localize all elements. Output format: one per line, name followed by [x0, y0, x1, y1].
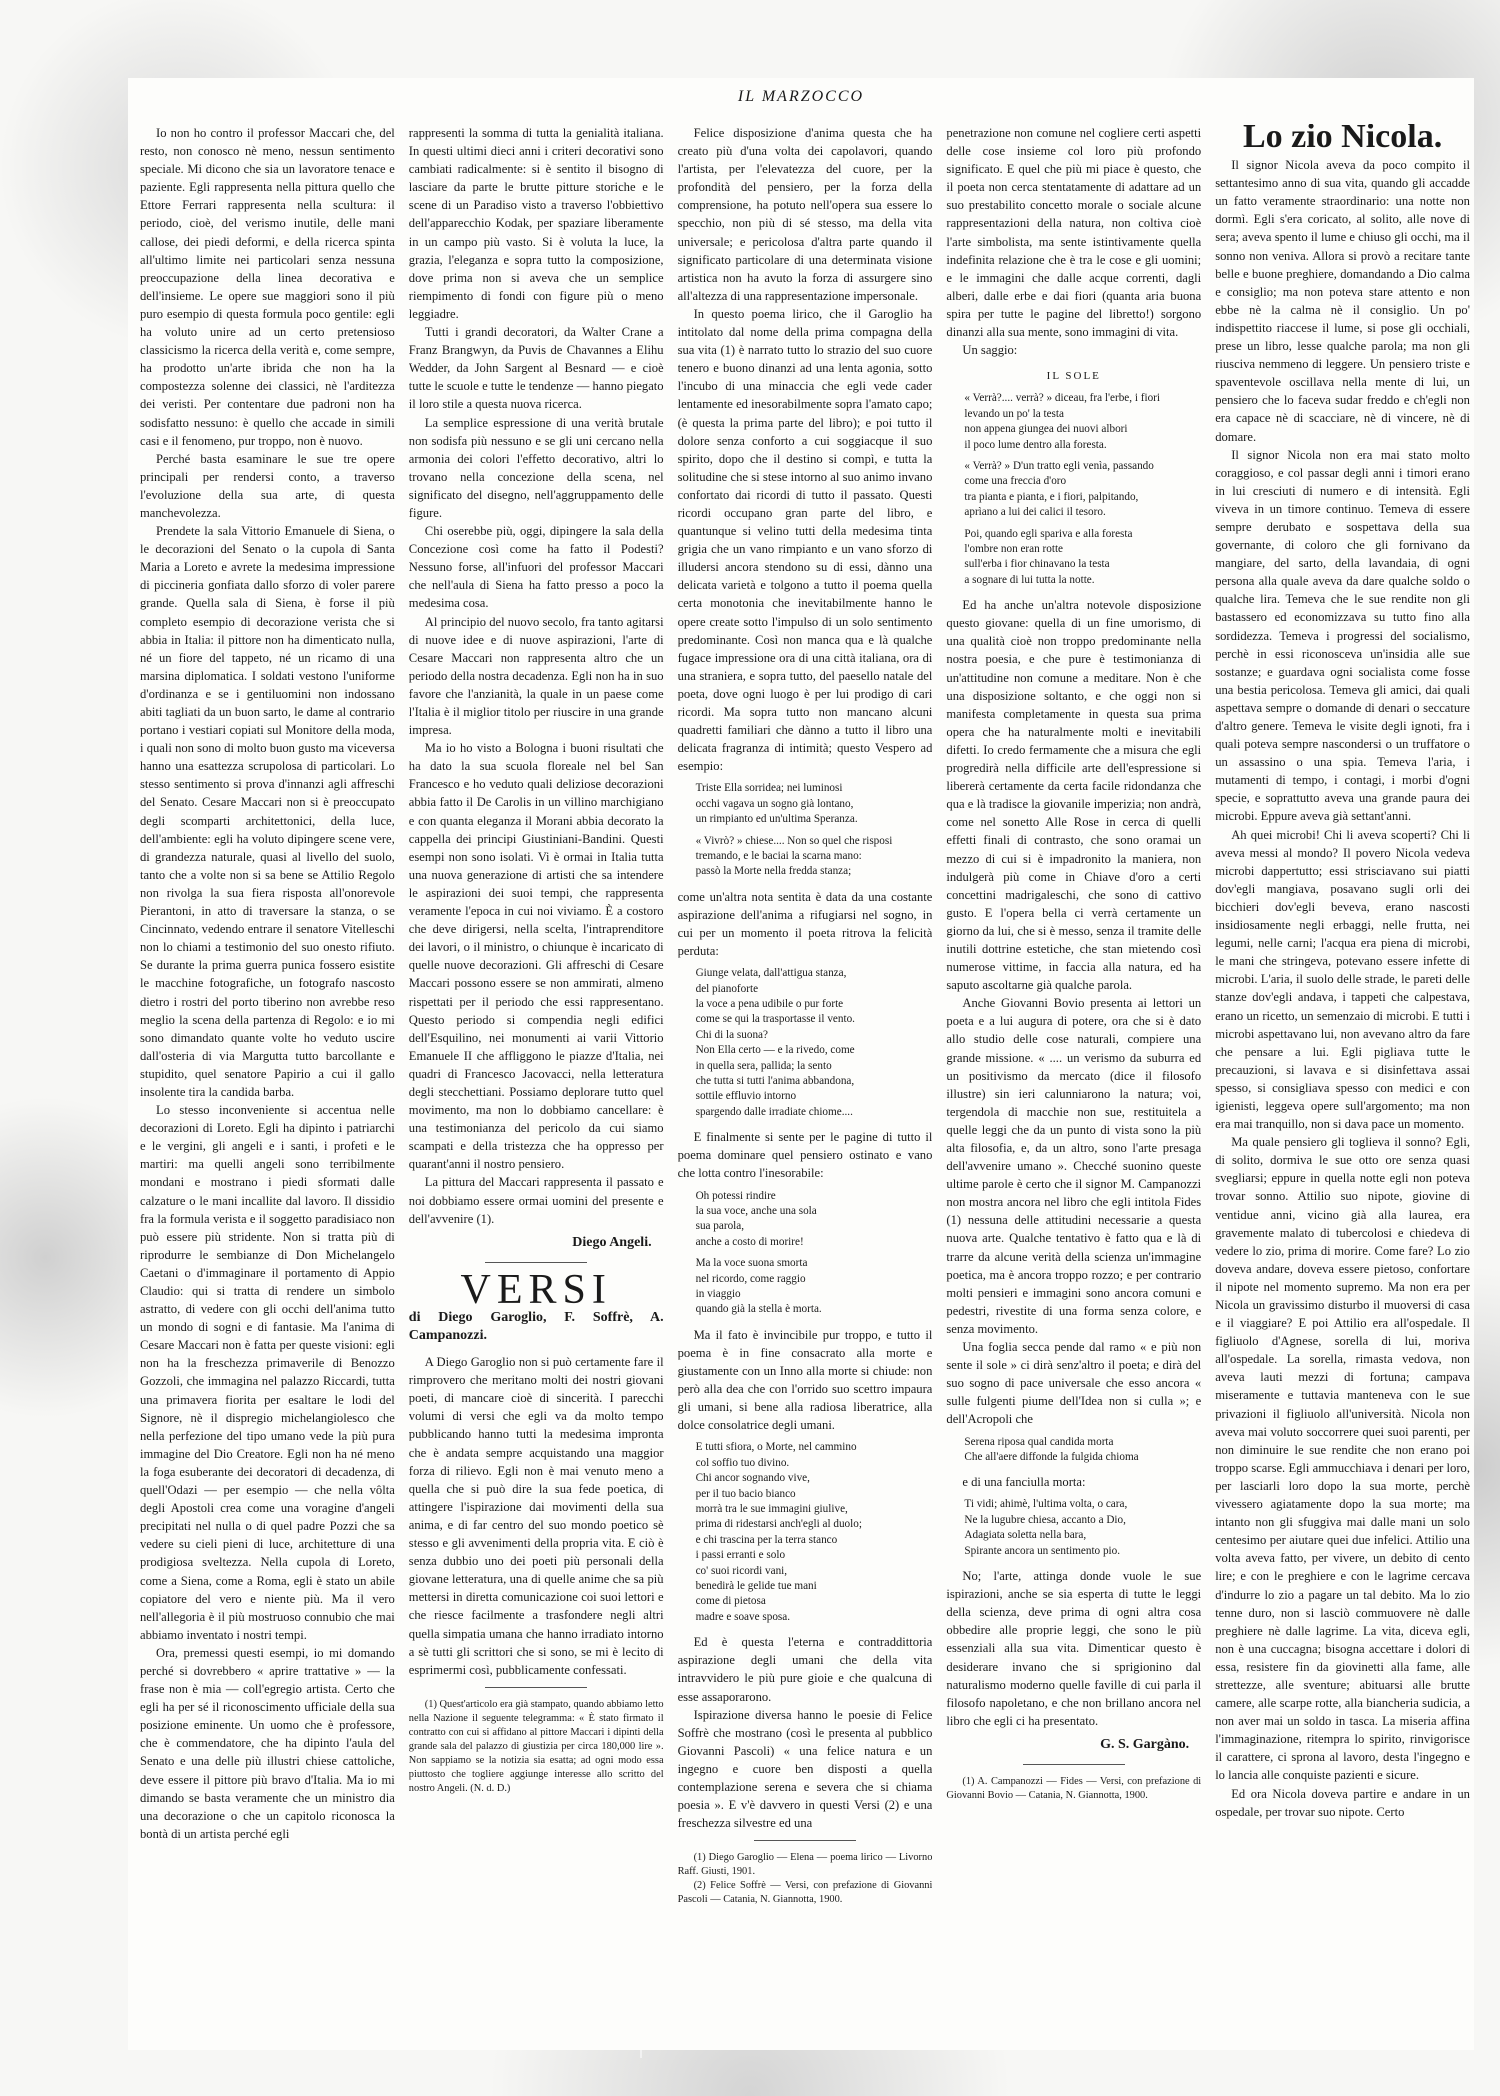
poem-line: « Vivrò? » chiese.... Non so quel che risposi — [695, 834, 893, 847]
poem-line: Oh potessi rindire — [695, 1189, 776, 1202]
paragraph: Un saggio: — [962, 343, 1018, 358]
footnote: (1) Diego Garoglio — Elena — poema lirico — Livorno Raff. Giusti, 1901. — [677, 1852, 933, 1878]
poem-line: in quella sera, pallida; la sento — [695, 1059, 832, 1072]
poem-line: i passi erranti e solo — [695, 1549, 786, 1562]
poem-line: prima di ridestarsi anch'egli al duolo; — [695, 1518, 862, 1531]
newspaper-sheet — [128, 78, 1474, 2050]
poem-line: la voce a pena udibile o pur forte — [695, 998, 844, 1010]
paragraph: Prendete la sala Vittorio Emanuele di Siena, o le decorazioni del Senato o la cupola di Santa Maria a Loreto e avrete la medesima impressione di piccineria gonfiata dallo sforzo di voler parere grande. Quella sala di Siena, è forse il più completo esempio di decorazione verista che si abbia in Italia: il pittore non ha dimenticato nulla, né un fiore del tappeto, né un ricamo di una marsina diplomatica. I soldati vestono l'uniforme d'ordinanza e se i gentiluomini non indossano abiti tagliati da un buon sarto, le dame al contrario portano i vestiari copiati sul Monitore della moda, i quali non sono di molto buon gusto ma viceversa hanno una esattezza scrupolosa di particolari. Lo stesso sentimento si prova d'innanzi agli affreschi del Senato. Cesare Maccari non si è preoccupato degli scomparti architettonici, della luce, dell'ambiente: egli ha voluto dipingere scene vere, di grandezza naturale, quasi al livello del suolo, tanto che a volte non si sa bene se Attilio Regolo non rivolga la sua fiera risposta all'onorevole Pierantoni, in atto di traversare la stanza, o se Cincinnato, vedendo entrare il senatore Vitelleschi non lo chiami a testimonio del suo onesto rifiuto. Se durante la prima guerra punica fossero esistite le macchine fotografiche, un fotografo nascosto dietro i rostri del porto tiberino non avrebbe reso meglio la scena della partenza di Regolo: e io mi sono dimandato quante volte ho veduto uscire dall'osteria di via Margutta tutto barcollante e stupidito, quel senatore Papirio a cui il gallo insolente tira la candida barba. — [140, 524, 395, 1099]
paragraph: Ma il fato è invincibile pur troppo, e tutto il poema è in fine consacrato alla morte e giustamente con un Inno alla morte si chiude: non però alla dea che con l'orrido suo scettro impaura gli umani, si bene alla radiosa liberatrice, alla dolce consolatrice degli umani. — [677, 1327, 933, 1433]
author-signature: G. S. Gargàno. — [1100, 1736, 1190, 1752]
poem-line: nel ricordo, come raggio — [695, 1272, 806, 1285]
poem-line: tra pianta e pianta, e i fiori, palpitando, — [964, 490, 1139, 503]
poem-line: la sua voce, anche una sola — [695, 1204, 817, 1217]
footnote: (2) Felice Soffrè — Versi, con prefazione di Giovanni Pascoli — Catania, N. Giannotta, 1900. — [677, 1880, 933, 1906]
paragraph: Felice disposizione d'anima questa che ha creato più d'una volta dei capolavori, quando l'artista, per l'elevatezza del cuore, per la profondità del pensiero, per la forza della comprensione, ha potuto nell'opera sua essere lo specchio, non più di sé stesso, ma della vita universale; e pericolosa d'altra parte quando il significato particolare di una determinata visione artistica non ha avuto la forza di assurgere sino all'altezza di una rappresentazione impersonale. — [677, 126, 933, 303]
poem-line: sua parola, — [695, 1220, 745, 1233]
poem-line: come di pietosa — [695, 1595, 766, 1608]
poem-line: per il tuo bacio bianco — [695, 1487, 796, 1500]
poem-line: « Verrà?.... verrà? » diceau, fra l'erbe, i fiori — [964, 392, 1161, 405]
paragraph: Ma quale pensiero gli toglieva il sonno? Egli, di solito, dormiva le sue otto ore senza quasi svegliarsi; eppure in quella notte egli non poteva trovar sonno. Attilio suo nipote, giovine di ventidue anni, vicino già alla laurea, era gravemente malato di tubercolosi e chiedeva di vedere lo zio, prima di morire. Come fare? Lo zio doveva andare, doveva essere pietoso, confortare il nipote nel momento supremo. Ma non era per Nicola un gravissimo disturbo il muoversi di casa e il viaggiare? E poi Attilio era all'ospedale. Il figliuolo d'Agnese, sorella di lui, moriva all'ospedale. La sorella, rimasta vedova, non aveva lauti mezzi di fortuna; campava miseramente e tuttavia manteneva con le sue privazioni il figliuolo all'università. Nicola non aveva mai voluto soccorrere quei suoi parenti, per non diminuire le sue rendite che non erano poi troppo scarse. Egli ammucchiava i denari per loro, per lasciarli loro dopo la sua morte, perchè vivessero agiatamente dopo la sua morte; ma intanto non gli sfuggiva mai dalle mani un solo centesimo per aiutare quei due infelici. Attilio una volta aveva fatto, per vivere, un debito di cento lire; e con le preghiere e con le lagrime cercava d'indurre lo zio a pagare un tal debito. Ma lo zio tenne duro, non si lasciò commuovere nè dalle preghiere nè dalle lagrime. La vita, diceva egli, non è una cuccagna; bisogna accettare i dolori di essa, resistere fin da giovinetti alla fame, alle strettezze, alle sventure; abituarsi alle brutte camere, alle scarpe rotte, alla biancheria sudicia, a non aver mai un soldo in tasca. La miseria affina l'immaginazione, ritempra lo spirito, rinvigorisce il carattere, ci sprona al lavoro, desta l'ingegno e lo lancia alle conquiste pazienti e sicure. — [1215, 1135, 1470, 1783]
paragraph: Ispirazione diversa hanno le poesie di Felice Soffrè che mostrano (così le presenta al pubblico Giovanni Pascoli) « una felice natura e un ingegno e cuore ben disposti a quella contemplazione serena e severa che si chiama poesia ». E v'è davvero in questi Versi (2) e una freschezza silvestre ed una — [677, 1707, 933, 1831]
poem-line: il poco lume dentro alla foresta. — [964, 438, 1107, 451]
poem-line: sottile effluvio intorno — [695, 1090, 797, 1103]
column-5 — [1215, 124, 1470, 2034]
poem-line: Che all'aere diffonde la fulgida chioma — [964, 1450, 1139, 1463]
paragraph: Ma io ho visto a Bologna i buoni risultati che ha dato la sua scuola floreale nel bel San Francesco e ho veduto quali deliziose decorazioni abbia fatto il De Carolis in un villino marchigiano e con quanta eleganza il Morani abbia decorato la cappella dei principi Giustiniani-Bandini. Questi esempi non sono isolati. Vi è ormai in Italia tutta una nuova generazione di artisti che sa intendere le aspirazioni dei suoi tempi, che rappresenta veramente l'epoca in cui noi viviamo. È a costoro che deve dirigersi, nella scelta, l'intraprenditore dei lavori, o il ministro, o chiunque è incaricato di quelle nuove decorazioni. Gli affreschi di Cesare Maccari possono essere se non ammirati, almeno rispettati per il periodo che essi rappresentano. Questo periodo si compendia negli edifici dell'Esquilino, nei monumenti ai varii Vittorio Emanuele II che affliggono le piazze d'Italia, nei quadri di Francesco Jacovacci, nella letteratura degli stecchettiani. Possiamo deplorare tutto quel movimento, ma non lo dobbiamo cancellare: è una testimonianza del pericolo da cui siamo scampati e della tristezza che ha oppresso per quarant'anni il nostro pensiero. — [408, 741, 664, 1172]
paragraph: rappresenti la somma di tutta la genialità italiana. In questi ultimi dieci anni i criteri decorativi sono cambiati radicalmente: si è sentito il bisogno di lasciare da parte le brutte pitture storiche e le scene di un Paradiso visto a traverso l'obbiettivo dell'apparecchio Kodak, per spaziare liberamente in un campo più vasto. Si è voluta la luce, la grazia, l'eleganza e sopra tutto la composizione, dove prima non si aveva che un semplice riempimento di fondi con figure più o meno leggiadre. — [408, 126, 664, 321]
author-signature: Diego Angeli. — [572, 1234, 652, 1250]
paragraph: Perché basta esaminare le sue tre opere principali per rendersi conto, a traverso l'evoluzione della sua arte, di questa manchevolezza. — [140, 451, 395, 520]
poem-il-sole — [964, 391, 1201, 588]
poem-vespero — [696, 781, 933, 879]
poem-line: Poi, quando egli spariva e alla foresta — [964, 527, 1133, 540]
poem-line: tremando, e le baciai la scarna mano: — [695, 850, 862, 862]
poem-line: un rimpianto ed un'ultima Speranza. — [695, 813, 858, 826]
poem-line: come una freccia d'oro — [964, 475, 1067, 488]
paragraph: Il signor Nicola aveva da poco compito il settantesimo anno di sua vita, quando gli accadde un fatto veramente straordinario: una notte non dormì. Egli s'era coricato, al solito, alle nove di sera; aveva spento il lume e chiuso gli occhi, ma il sonno non veniva. Allora si provò a recitare tante belle e buone preghiere, domandando a Dio calma e consiglio; ma non poteva stare attento e non ebbe nè la calma nè il consiglio. Un po' indispettito riaccese il lume, si pose gli occhiali, prese un libro, lesse qualche parola; ma non gli riusciva nemmeno di leggere. Un pensiero triste e spaventevole oscillava nella mente di lui, un pensiero che lo faceva sudar freddo e ch'egli non era capace nè di scacciare, nè di vincere, nè di domare. — [1215, 158, 1470, 444]
poem-giunge — [696, 966, 933, 1120]
poem-line: levando un po' la testa — [964, 407, 1064, 420]
paragraph: In questo poema lirico, che il Garoglio ha intitolato dal nome della prima compagna della sua vita (1) è narrato tutto lo strazio del suo cuore tenero e buono dinanzi ad una lenta agonia, sotto l'incubo di una minaccia che egli vede cader lentamente ed inesorabilmente sopra l'amato capo; (è questa la prima parte del libro); e poi tutto il dolore senza conforto a cui soggiacque il suo spirito, dopo che il destino si compì, e tutta la solitudine che si stese intorno al suo animo invano confortato dai ricordi di tutto il passato. Questi ricordi occupano gran parte del libro, e quantunque si velino tutti della medesima tinta grigia che un vano rimpianto e un vano sforzo di illudersi ancora stendono su di essi, dànno una delicata varietà e tolgono a tutto il poema quella certa monotonia che inevitabilmente hanno le opere create sotto l'impulso di un solo sentimento predominante. Così non manca qua e là qualche fugace impressione ora di una città italiana, ora di una straniera, e sopra tutto, del paesello natale del poeta, dove ogni luogo è per lui prodigo di cari ricordi. Ma sopra tutto non mancano alcuni quadretti familiari che dànno a tutto il libro una delicata fragranza di intimità; questo Vespero ad esempio: — [677, 306, 933, 774]
poem-line: e chi trascina per la terra stanco — [695, 1533, 838, 1546]
poem-line: Chi ancor sognando vive, — [695, 1472, 810, 1485]
poem-line: che tutta si tutti l'anima abbandona, — [695, 1075, 855, 1088]
poem-line: l'ombre non eran rotte — [964, 542, 1064, 555]
poem-line: in viaggio — [695, 1287, 741, 1300]
paragraph: Anche Giovanni Bovio presenta ai lettori un poeta e a lui augura di potere, ora che si è dato allo studio delle cose naturali, compiere una grande missione. « .... un verismo da suburra ed un positivismo da mercato (dice il filosofo illustre) sin ieri calunniarono la natura; voi, tergendola di macchie non sue, restituitela a quelle leggi che da un punto di vista sono la più alta filosofia, e, da un altro, sono l'arte presaga dell'avvenire umano ». Checché suonino queste ultime parole è certo che il signor M. Campanozzi non mostra ancora nel libro che egli intitola Fides (1) nessuna delle attitudini necessarie a questa nuova arte. Qualche tentativo è fatto qua e là di trarre da alcune verità della scienza un'immagine poetica, ma è ancora troppo rozzo; e per contrario molti pensieri e immagini sono ancora comuni e pedestri, rivestite di una forma senza colore, e senza movimento. — [946, 996, 1202, 1336]
paragraph: La pittura del Maccari rappresenta il passato e noi dobbiamo essere ormai uomini del presente e dell'avvenire (1). — [408, 1175, 664, 1226]
paragraph: penetrazione non comune nel cogliere certi aspetti delle cose insieme col loro più profondo significato. E quel che più mi piace è questo, che il poeta non cerca stentatamente di adattare ad un suo prestabilito concetto morale o sociale alcune rappresentazioni della natura, non coltiva cioè l'arte simbolista, ma sente istintivamente quella indefinita relazione che è tra le cose e gli uomini; e le immagini che dalle acque correnti, dagli alberi, dalle erbe e dai fiori (quanta aria buona spira per tutte le pagine del libretto!) sorgono dinanzi alla sua mente, sono immagini di vita. — [946, 126, 1202, 340]
column-3 — [678, 124, 933, 2034]
poem-line: « Verrà? » D'un tratto egli venìa, passando — [964, 459, 1154, 472]
divider — [485, 1687, 587, 1688]
paragraph: La semplice espressione di una verità brutale non sodisfa più nessuno e se gli uni cercano nella armonia dei colori l'effetto decorativo, altri lo trovano nella concezione della scena, nel significato del disegno, nell'aggruppamento delle figure. — [408, 415, 664, 520]
poem-line: non appena giungea dei nuovi albori — [964, 423, 1128, 436]
footnote: (1) Quest'articolo era già stampato, quando abbiamo letto nella Nazione il seguente telegramma: « È stato firmato il contratto con cui si affidano al pittore Maccari i dipinti della grande sala del palazzo di giustizia per circa 180,000 lire ». Non sappiamo se la notizia sia esatta; ad ogni modo essa piuttosto che togliere aggiunge interesse allo scritto del nostro Angeli. (N. d. D.) — [408, 1698, 664, 1794]
poem-line: quando già la stella è morta. — [695, 1303, 822, 1316]
divider — [754, 1840, 856, 1841]
poem-line: occhi vagava un sogno già lontano, — [695, 797, 854, 810]
paragraph: Al principio del nuovo secolo, fra tanto agitarsi di nuove idee e di nuove aspirazioni, l'arte di Cesare Maccari non rappresenta altro che un periodo della nostra decadenza. Egli non ha in suo favore che l'anzianità, la quale in un paese come l'Italia è il miglior titolo per riuscire in una grande impresa. — [408, 614, 664, 738]
poem-line: aprìano a lui dei calici il tesoro. — [964, 506, 1106, 519]
column-2 — [409, 124, 664, 2034]
poem-line: Non Ella certo — e la rivedo, come — [695, 1044, 855, 1057]
poem-oh-potessi — [696, 1189, 933, 1318]
poem-line: Giunge velata, dall'attigua stanza, — [695, 967, 847, 980]
paragraph: Tutti i grandi decoratori, da Walter Crane a Franz Brangwyn, da Puvis de Chavannes a Elihu Wedder, da John Sargent al Besnard — e cioè tutte le scuole e tutte le tendenze — hanno piegato il loro stile a questa nuova ricerca. — [408, 325, 664, 412]
paragraph: E finalmente si sente per le pagine di tutto il poema dominare quel pensiero ostinato e vano che lotta contro l'inesorabile: — [677, 1130, 933, 1181]
poem-line: anche a costo di morire! — [695, 1235, 804, 1248]
poem-line: spargendo dalle irradiate chiome.... — [695, 1105, 853, 1118]
poem-ti-vidi — [964, 1497, 1201, 1559]
paragraph: No; l'arte, attinga donde vuole le sue ispirazioni, anche se sia esperta di tutte le leggi della scienza, deve prima di ogni altra cosa obbedire alle proprie leggi, che sono le più essenziali alla sua vita. Dimenticar questo è desiderare invano che si sprigionino dal naturalismo moderno quelle faville di cui parla il filosofo napoletano, e che non brillano ancora nel libro che egli ci ha presentato. — [946, 1569, 1202, 1728]
poem-line: benedirà le gelide tue mani — [695, 1580, 817, 1592]
poem-line: passò la Morte nella fredda stanza; — [695, 865, 852, 878]
poem-line: Chi di la suona? — [695, 1028, 768, 1041]
poem-serena — [964, 1435, 1201, 1466]
running-header: IL MARZOCCO — [737, 88, 865, 105]
divider — [1023, 1764, 1125, 1765]
paragraph: e di una fanciulla morta: — [962, 1475, 1086, 1490]
paragraph: Io non ho contro il professor Maccari che, del resto, non conosco nè meno, nessun sentimento speciale. Mi dicono che sia un lavoratore tenace e paziente. Egli rappresenta nella pittura quello che Ettore Ferrari rappresenta nella scultura: il periodo, cioè, del verismo inutile, delle mani callose, dei piedi deformi, e della ricerca spinta all'ultimo limite nei particolari senza nessuna preoccupazione della linea decorativa e dell'insieme. Le opere sue maggiori sono il più puro esempio di questa formula poco gentile: egli ha voluto unire ad un certo pretensioso classicismo la ricerca della verità e, come sempre, ha prodotto un'arte ibrida che non ha la compostezza solenne dei classici, nè l'arditezza dei veristi. Per contentare due padroni non ha sodisfatto nessuno: è quello che accade in simili casi e il fenomeno, pur troppo, non è nuovo. — [140, 126, 395, 448]
poem-line: morrà tra le sue immagini giulive, — [695, 1502, 848, 1515]
poem-line: co' suoi ricordi vani, — [695, 1564, 788, 1577]
poem-line: a sognare di lui tutta la notte. — [964, 573, 1095, 586]
column-1 — [140, 124, 395, 2034]
paragraph: A Diego Garoglio non si può certamente fare il rimprovero che meritano molti dei nostri giovani poeti, di mancare cioè di sincerità. I parecchi volumi di versi che egli va da molto tempo pubblicando hanno tutti la medesima impronta che è andata sempre acquistando una maggior forza di rilievo. Egli non è mai venuto meno a quella che si può dire la sua fede poetica, di attingere l'ispirazione dai movimenti della sua anima, e di far centro del suo mondo poetico sè stesso e gli avvenimenti della propria vita. E ciò è senza dubbio uno dei poeti più personali della giovane letteratura, una di quelle anime che sa più mettersi in diretta comunicazione coi suoi lettori e che riesce facilmente a trasfondere negli altri quella simpatia umana che hanno irradiato intorno a sè tutti gli scrittori che si sono, se mi è lecito di esprimermi così, pubblicamente confessati. — [408, 1355, 664, 1677]
paragraph: Una foglia secca pende dal ramo « e più non sente il sole » ci dirà senz'altro il poeta; e dirà del suo sogno di pace universale che esso ancora « sulle fulgenti piume dell'Idea non si culla »; e dell'Acropoli che — [946, 1340, 1202, 1427]
paragraph: Ed è questa l'eterna e contraddittoria aspirazione degli umani che della vita intravvidero le più pure gioie e che qualcuna di esse assaporarono. — [677, 1635, 933, 1704]
poem-title: IL SOLE — [1046, 370, 1101, 383]
columns — [140, 124, 1470, 2034]
paragraph: Ed ora Nicola doveva partire e andare in un ospedale, per trovar suo nipote. Certo — [1215, 1786, 1470, 1819]
article-title: VERSI — [460, 1266, 612, 1313]
article-byline: di Diego Garoglio, F. Soffrè, A. Campanozzi. — [408, 1309, 664, 1343]
poem-line: Triste Ella sorridea; nei luminosi — [695, 782, 843, 795]
divider — [485, 1262, 587, 1263]
poem-line: del pianoforte — [695, 982, 759, 995]
paragraph: Ah quei microbi! Chi li aveva scoperti? Chi li aveva messi al mondo? Il povero Nicola vedeva microbi dappertutto; essi strisciavano sui piatti dov'egli mangiava, posavano sugli orli dei bicchieri dov'egli beveva, erano nascosti insidiosamente negli erbaggi, nelle frutta, nei legumi, nelle carni; l'acqua era piena di microbi, le mani che stringeva, potevano essere infette di microbi. L'aria, il suolo delle strade, le pareti delle stanze dov'egli andava, i tappeti che calpestava, erano un ricetto, un semenzaio di microbi. E tutti i microbi aspettavano lui, non avevano altro da fare che pensare a lui. Egli pigliava tutte le precauzioni, si lavava e si disinfettava assai spesso, si consigliava spesso con medici e con igienisti, leggeva opere sull'argomento; ma non era mai tranquillo, non si dava pace un momento. — [1215, 827, 1470, 1132]
poem-inno-alla-morte — [696, 1440, 933, 1625]
paragraph: Il signor Nicola non era mai stato molto coraggioso, e col passar degli anni i timori erano in lui cresciuti di numero e di intensità. Egli viveva in un timore continuo. Temeva di essere sempre derubato e sospettava della sua governante, di coloro che gli fornivano da mangiare, del sarto, della lavandaia, di ogni persona alla quale aveva da dare qualche soldo o qualche lira. Temeva che le sue rendite non gli bastassero ed economizzava su tutto fino alla sordidezza. Temeva i progressi del socialismo, perchè in essi riconosceva un'insidia alle sue sostanze; e guardava ogni socialista come fosse una bestia pericolosa. Temeva gli amici, dai quali aspettava sempre o domande di denari o seccature d'altro genere. Temeva le visite degli ignoti, fra i quali poteva sempre nascondersi o un truffatore o un assassino o una spia. Temeva l'aria, i mutamenti di tempo, i contagi, i morbi d'ogni specie, e soprattutto aveva una grande paura dei microbi. Eppure aveva già settant'anni. — [1215, 447, 1470, 824]
poem-line: Ne la lugubre chiesa, accanto a Dio, — [964, 1513, 1126, 1526]
paragraph: Ora, premessi questi esempi, io mi domando perché si dovrebbero « aprire trattative » — la frase non è mia — coll'egregio artista. Certo che egli ha per sé il riconoscimento ufficiale della sua posizione eminente. Un uomo che è professore, che è commendatore, che ha dipinto l'aula del Senato e una delle più illustri chiese cattoliche, deve essere il pittore più bravo d'Italia. Ma io mi dimando se basta veramente che un ministro dia una decorazione o che un capitolo riconosca la bontà di un artista perché egli — [140, 1645, 395, 1841]
poem-line: Adagiata soletta nella bara, — [964, 1529, 1087, 1542]
footnote: (1) A. Campanozzi — Fides — Versi, con prefazione di Giovanni Bovio — Catania, N. Giannotta, 1900. — [946, 1775, 1202, 1801]
story-title: Lo zio Nicola. — [1242, 124, 1443, 155]
poem-line: come se qui la trasportasse il vento. — [695, 1013, 855, 1026]
column-4 — [946, 124, 1201, 2034]
poem-line: Ma la voce suona smorta — [695, 1257, 808, 1270]
poem-line: E tutti sfiora, o Morte, nel cammino — [695, 1441, 857, 1454]
poem-line: Serena riposa qual candida morta — [964, 1435, 1114, 1448]
poem-line: col soffio tuo divino. — [695, 1456, 790, 1469]
poem-line: Ti vidi; ahimè, l'ultima volta, o cara, — [964, 1498, 1128, 1511]
paragraph: come un'altra nota sentita è data da una costante aspirazione dell'anima a rifugiarsi nel sogno, in cui per un momento il poeta ritrova la felicità perduta: — [677, 889, 933, 959]
paragraph: Ed ha anche un'altra notevole disposizione questo giovane: quella di un fine umorismo, di una qualità cioè non troppo predominante nella nostra poesia, e che pure è testimonianza di un'attitudine non comune a meditare. Non è che una disposizione soltanto, e che oggi non si manifesta completamente in questa sua prima opera che ha naturalmente molti e inevitabili difetti. Io credo fermamente che a misura che egli progredirà nella difficile arte dell'espressione si libererà certamente da certa facile ridondanza che qua e là tradisce la giovanile imperizia; non andrà, come nel sonetto Alle Rose in cerca di quelli effetti finali di contrasto, che sono oramai un mezzo di cui si è impadronito la maniera, non indulgerà più come in Chiave d'oro a certi concettini madrigaleschi, che sono di cattivo gusto. E l'opera bella ci verrà certamente un giorno da lui, che si è messo, senza il tramite delle inutili dottrine estetiche, che stan mietendo così numerose vittime, in faccia alla natura, ed ha saputo ascoltarne già qualche parola. — [946, 598, 1202, 993]
paragraph: Lo stesso inconveniente si accentua nelle decorazioni di Loreto. Egli ha dipinto i patriarchi e le vergini, gli angeli e i santi, i profeti e le martiri: ma quelli angeli sono terribilmente mondani e mostrano i piedi sformati dalle calzature o le mani incallite dal lavoro. Il dissidio fra la formula verista e il soggetto paradisiaco non può essere più stridente. Non si tratta più di riprodurre le sembianze di Don Michelangelo Caetani o d'immaginare il portamento di Appio Claudio: qui si tratta di rendere un simbolo astratto, di vedere con gli occhi dell'anima tutto un mondo di sogni e di fantasie. Ma l'anima di Cesare Maccari non è fatta per queste visioni: egli non ha la freschezza primaverile di Benozzo Gozzoli, che immagina nel palazzo Riccardi, tutta una primavera fiorita per esaltare le lodi del Signore, nè il dispregio michelangiolesco che nella perfezione del tipo umano vede la più pura immagine del Dio Creatore. Egli non ha né meno la foga esuberante dei decoratori di decadenza, di quell'Odazi — per esempio — che nella vôlta degli Apostoli crea come una voragine d'angeli precipitati nel nulla o di quel padre Pozzi che sa vedere su cieli pieni di luce, architetture di una prodigiosa sveltezza. Nella cupola di Loreto, come a Siena, come a Roma, egli è stato un abile copiatore del vero e niente più. Ma il vero nell'allegoria è il più mostruoso connubio che mai abbiamo inventato i nostri tempi. — [140, 1103, 395, 1642]
poem-line: sull'erba i fior chinavano la testa — [964, 558, 1110, 571]
poem-line: madre e soave sposa. — [695, 1610, 791, 1623]
paragraph: Chi oserebbe più, oggi, dipingere la sala della Concezione così come ha fatto il Podesti? Nessuno forse, all'infuori del professor Maccari che nell'aula di Siena ha fatto presso a poco la medesima cosa. — [408, 524, 664, 611]
poem-line: Spirante ancora un sentimento pio. — [964, 1544, 1121, 1557]
